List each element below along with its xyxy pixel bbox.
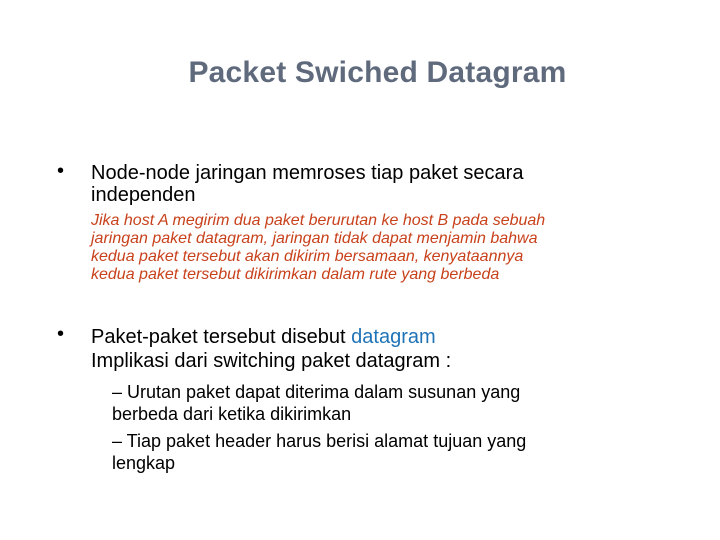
slide-title: Packet Swiched Datagram	[188, 56, 567, 89]
bullet-1-line-2: independen	[91, 184, 196, 206]
bullet-1-line-1: Node-node jaringan memroses tiap paket secara	[91, 162, 524, 184]
note-line-3: kedua paket tersebut akan dikirim bersamaan, kenyataannya	[91, 248, 524, 265]
bullet-2-line-2: Implikasi dari switching paket datagram :	[91, 350, 452, 372]
datagram-term: datagram	[351, 326, 436, 348]
subitem-1-line-1: – Urutan paket dapat diterima dalam susunan yang	[112, 382, 521, 402]
subitem-2-line-1: – Tiap paket header harus berisi alamat tujuan yang	[112, 431, 527, 451]
subitem-1-line-2: berbeda dari ketika dikirimkan	[112, 404, 352, 424]
bullet-1-note	[91, 212, 545, 284]
bullet-2-line-1-text: Paket-paket tersebut disebut	[91, 326, 352, 348]
bullet-2-line-1	[91, 326, 436, 348]
note-line-4: kedua paket tersebut dikirimkan dalam rute yang berbeda	[91, 266, 500, 283]
note-line-1: Jika host A megirim dua paket berurutan ke host B pada sebuah	[91, 212, 546, 229]
note-line-2: jaringan paket datagram, jaringan tidak dapat menjamin bahwa	[91, 230, 538, 247]
bullet-marker-1: •	[57, 160, 65, 182]
bullet-marker-2: •	[57, 323, 65, 345]
subitem-2-line-2: lengkap	[112, 453, 176, 473]
